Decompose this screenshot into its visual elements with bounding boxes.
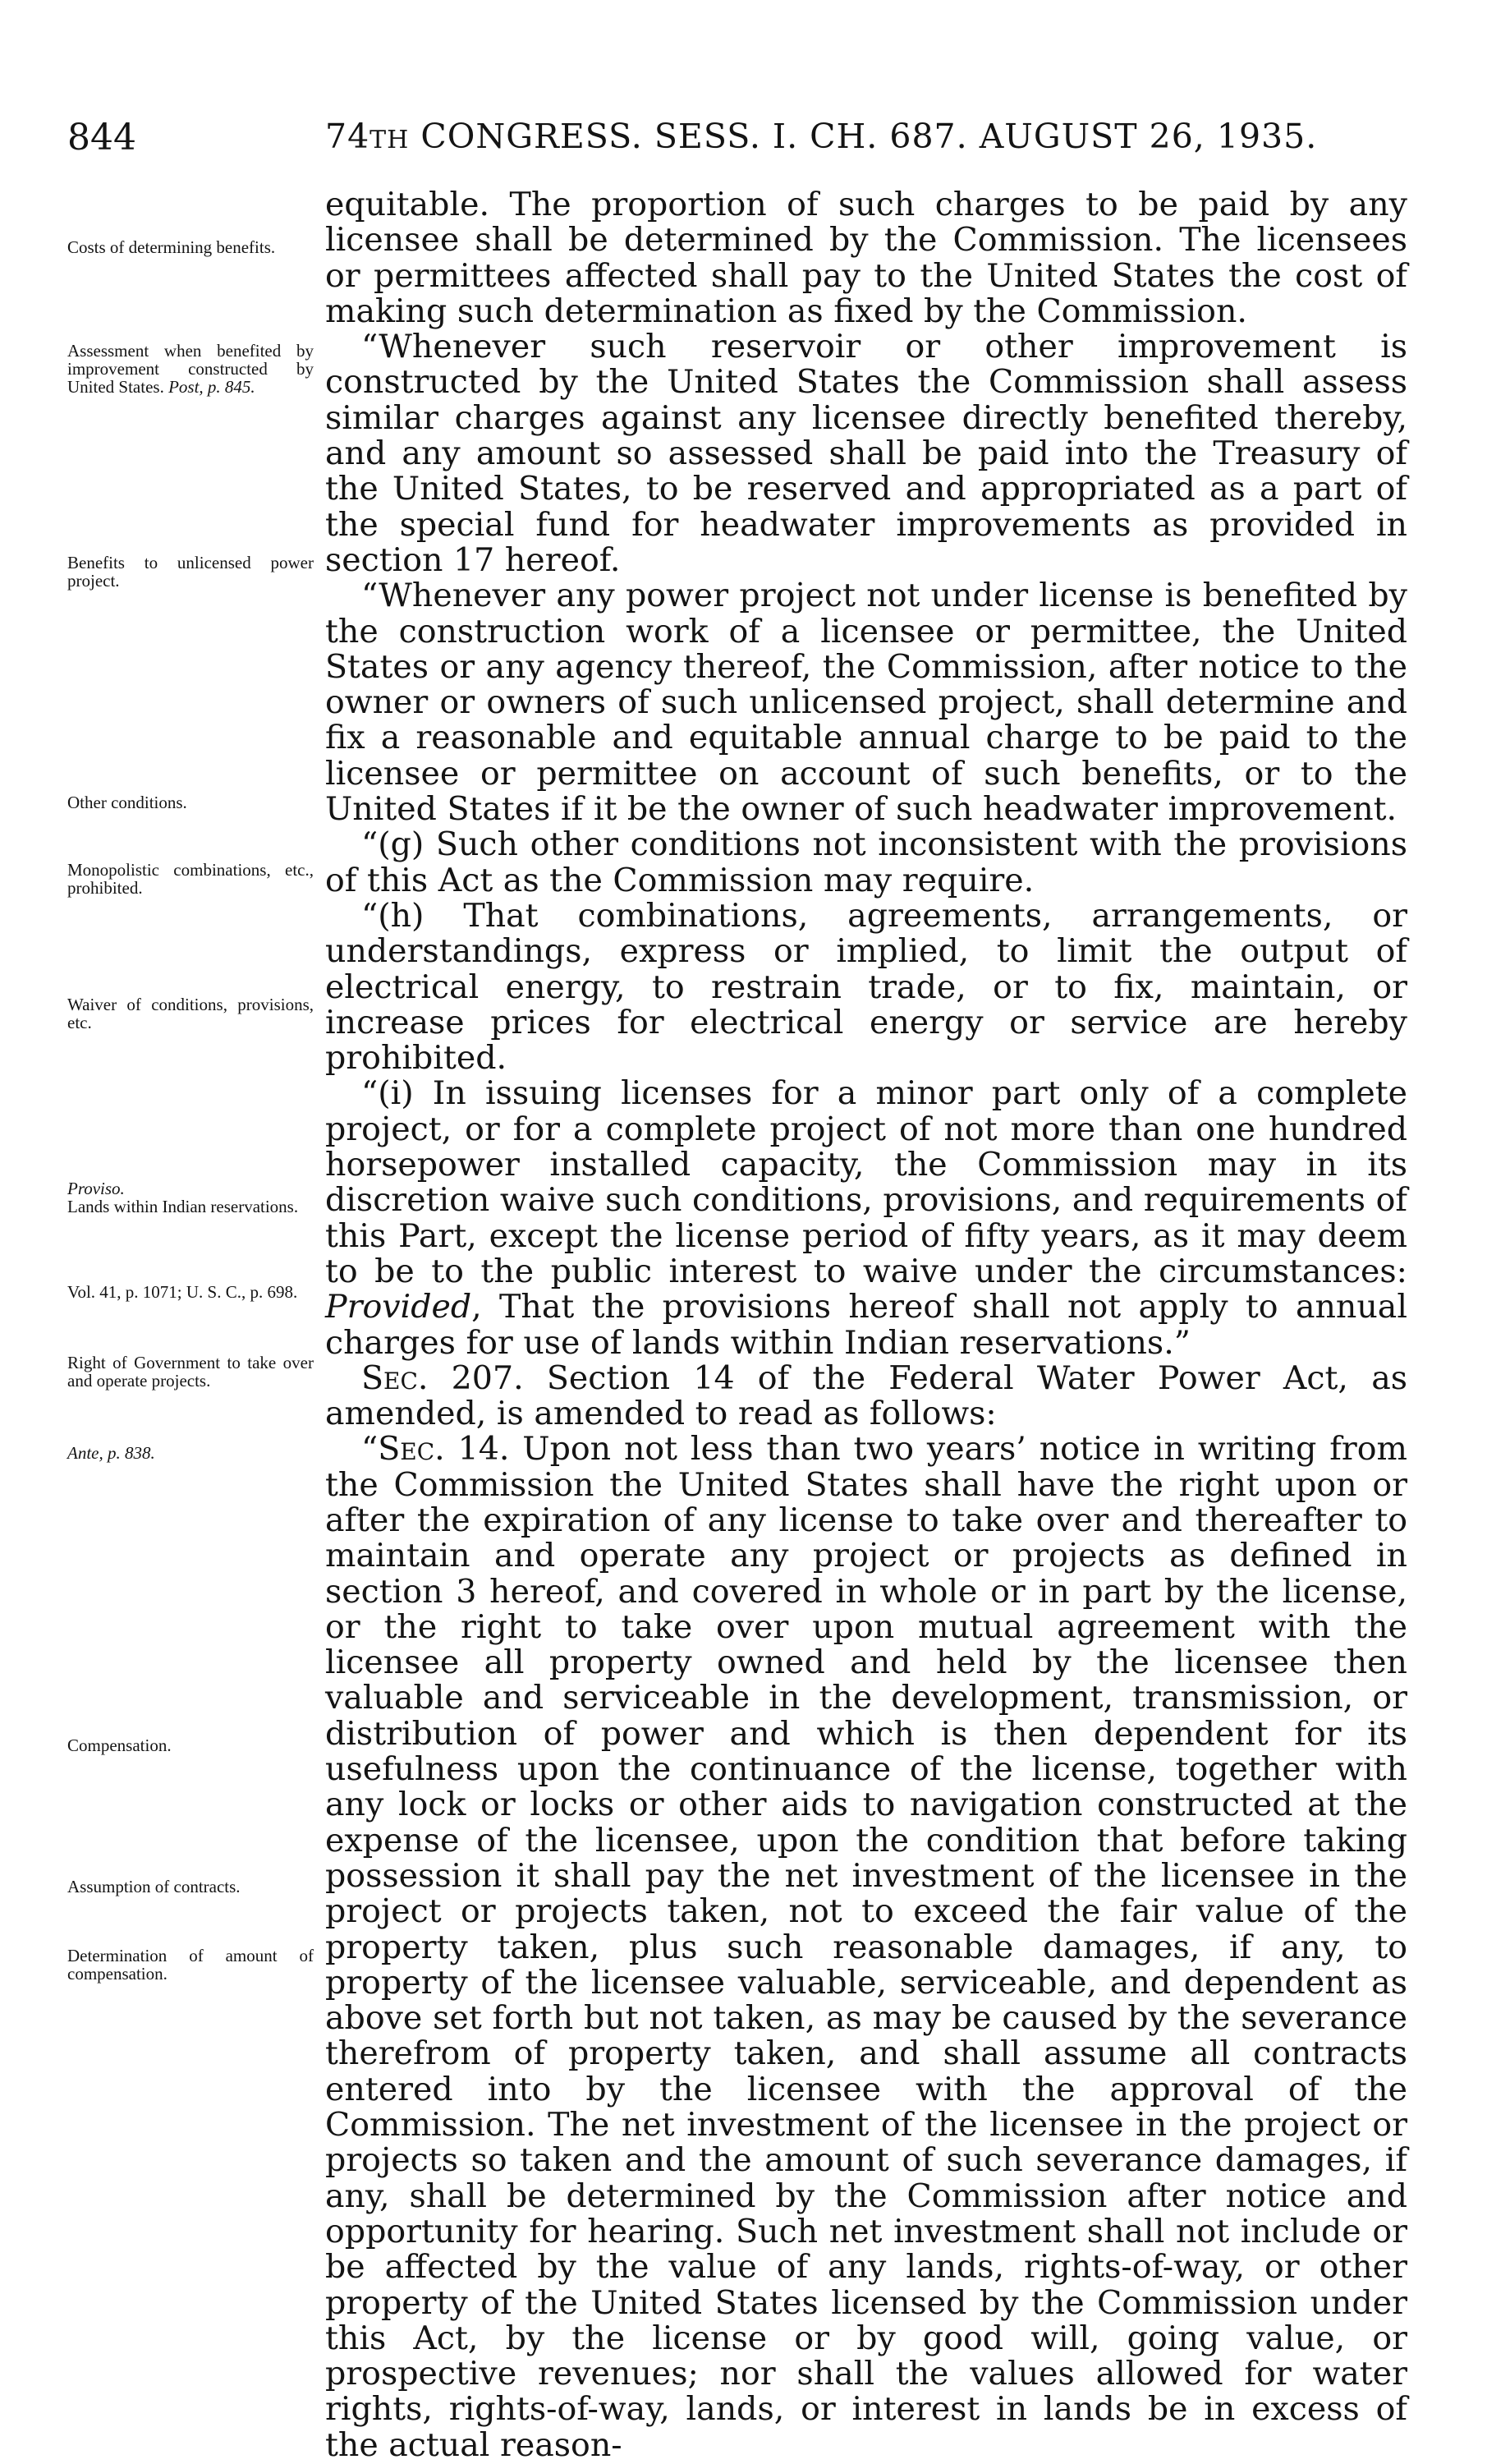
margin-note-other-conditions: Other conditions. bbox=[67, 793, 187, 812]
margin-note-ante-text: Ante, p. 838. bbox=[67, 1443, 155, 1463]
statute-body bbox=[325, 186, 1408, 2464]
running-head bbox=[325, 117, 1317, 156]
margin-note-determination: Determination of amount of compensation. bbox=[67, 1946, 314, 1984]
margin-note-right-take-over: Right of Government to take over and operate projects. bbox=[67, 1353, 314, 1391]
margin-note-costs: Costs of determining benefits. bbox=[67, 237, 276, 257]
margin-note-assumption: Assumption of contracts. bbox=[67, 1877, 241, 1896]
margin-note-waiver: Waiver of conditions, provisions, etc. bbox=[67, 995, 314, 1032]
paragraph-i-text: “(i) In issuing licenses for a minor part only of a complete project, or for a complete project of not more than one hundred horsepower installed capacity, the Commission may in its discretion waive such conditions, provisions, and requirements of this Part, except the license period of fifty years, as it may deem to be to the public interest to waive under the circumstances: bbox=[325, 1074, 1407, 1290]
margin-note-monopolistic: Monopolistic combinations, etc., prohibited. bbox=[67, 860, 314, 898]
section-14-text: Upon not less than two years’ notice in writing from the Commission the United States shall have the right upon or after the expiration of any license to take over and thereafter to maintain and operate any project or projects as defined in section 3 hereof, and covered in whole or in part by the license, or the right to take over upon mutual agreement with the licensee all property owned and held by the licensee then valuable and serviceable in the development, transmission, or distribution of power and which is then dependent for its usefulness upon the continuance of the license, together with any lock or locks or other aids to navigation constructed at the expense of the licensee, upon the condition that before taking possession it shall pay the net investment of the licensee in the project or projects taken, not to exceed the fair value of the property taken, plus such reasonable damages, if any, to property of the licensee valuable, serviceable, and dependent as above set forth but not taken, as may be caused by the severance therefrom of property taken, and shall assume all contracts entered into by the licensee with the approval of the Commission. The net investment of the licensee in the project or projects so taken and the amount of such severance damages, if any, shall be determined by the Commission after notice and opportunity for hearing. Such net investment shall not include or be affected by the value of any lands, rights-of-way, or other property of the United States licensed by the Commission under this Act, by the license or by good will, going value, or prospective revenues; nor shall the values allowed for water rights, rights-of-way, lands, or interest in lands be in excess of the actual reason- bbox=[325, 1430, 1407, 2464]
paragraph-assessment: “Whenever such reservoir or other improvement is constructed by the United States the Commission shall assess similar charges against any licensee directly benefited thereby, and any amount so assessed shall be paid into the Treasury of the United States, to be reserved and appropriated as a part of the special fund for headwater improvements as provided in section 17 hereof. bbox=[325, 328, 1407, 579]
margin-note-proviso bbox=[67, 1179, 314, 1216]
margin-note-compensation: Compensation. bbox=[67, 1735, 172, 1755]
margin-note-ante-ref bbox=[67, 1444, 314, 1462]
section-14-label: Sec. 14. bbox=[378, 1430, 510, 1469]
margin-note-vol-ref: Vol. 41, p. 1071; U. S. C., p. 698. bbox=[67, 1282, 298, 1302]
paragraph-i-proviso: , That the provisions hereof shall not apply to annual charges for use of lands within Indian reservations.” bbox=[325, 1288, 1407, 1362]
page-number: 844 bbox=[67, 117, 136, 159]
margin-note-assessment-ref: Post, p. 845. bbox=[168, 377, 255, 397]
provided-word: Provided bbox=[325, 1288, 472, 1326]
running-head-text: CONGRESS. SESS. I. CH. 687. AUGUST 26, 1935. bbox=[409, 117, 1318, 156]
margin-note-indian-lands: Lands within Indian reservations. bbox=[67, 1197, 299, 1216]
paragraph-unlicensed: “Whenever any power project not under license is benefited by the construction work of a licensee or permittee, the United States or any agency thereof, the Commission, after notice to the owner or owners of such unlicensed project, shall determine and fix a reasonable and equitable annual charge to be paid to the licensee or permittee on account of such benefits, or to the United States if it be the owner of such headwater improvement. bbox=[325, 577, 1407, 829]
section-207 bbox=[325, 1358, 1408, 1433]
paragraph-i bbox=[325, 1076, 1407, 1360]
margin-notes bbox=[0, 0, 312, 2324]
section-14-quote: “ bbox=[361, 1430, 379, 1469]
section-207-label: Sec. 207. bbox=[361, 1358, 524, 1397]
congress-ordinal-suffix: TH bbox=[369, 126, 410, 154]
margin-note-assessment bbox=[67, 342, 314, 396]
margin-note-benefits-unlicensed: Benefits to unlicensed power project. bbox=[67, 553, 314, 591]
margin-note-proviso-label: Proviso. bbox=[67, 1179, 125, 1198]
paragraph-charges: equitable. The proportion of such charges to be paid by any licensee shall be determined by the Commission. The licensees or permittees affected shall pay to the United States the cost of making such determination as fixed by the Commission. bbox=[325, 186, 1407, 330]
section-207-text: Section 14 of the Federal Water Power Act, as amended, is amended to read as follows: bbox=[325, 1358, 1408, 1433]
section-14 bbox=[325, 1432, 1407, 2463]
congress-number: 74 bbox=[325, 117, 370, 156]
margin-note-assessment-text: Assessment when benefited by improvement constructed by United States. bbox=[67, 341, 314, 397]
paragraph-h: “(h) That combinations, agreements, arrangements, or understandings, express or implied, to limit the output of electrical energy, to restrain trade, or to fix, maintain, or increase prices for electrical energy or service are hereby prohibited. bbox=[325, 896, 1407, 1078]
paragraph-g: “(g) Such other conditions not inconsistent with the provisions of this Act as the Commission may require. bbox=[325, 825, 1407, 899]
